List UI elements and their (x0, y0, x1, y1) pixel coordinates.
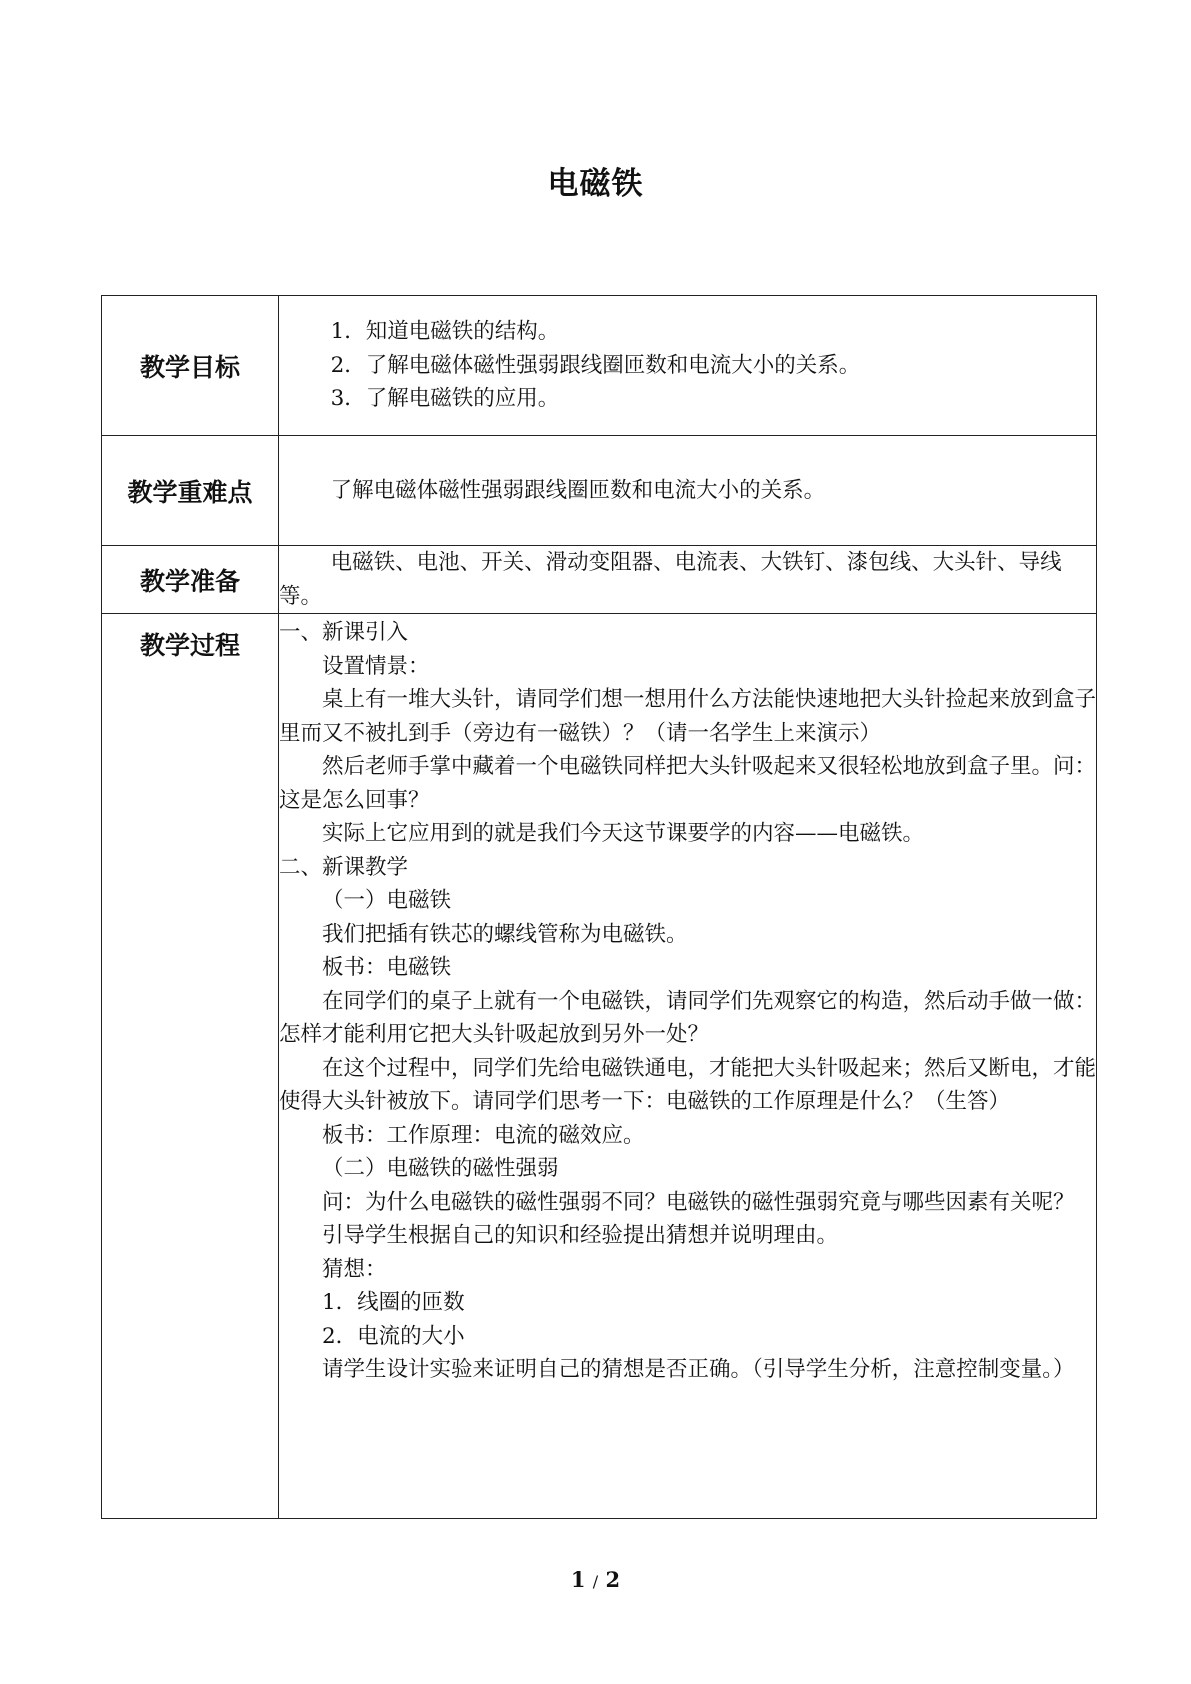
preparation-row (102, 546, 1097, 614)
process-paragraph: 实际上它应用到的就是我们今天这节课要学的内容——电磁铁。 (322, 821, 925, 846)
process-paragraph: （一）电磁铁 (322, 888, 452, 913)
lesson-plan-table (101, 295, 1097, 1519)
page-total: 2 (605, 1567, 621, 1592)
process-paragraph: 1．线圈的匝数 (322, 1290, 465, 1315)
key-points-content (279, 436, 1097, 546)
process-lines (279, 616, 1096, 1387)
process-content (279, 614, 1097, 1519)
process-paragraph: 然后老师手掌中藏着一个电磁铁同样把大头针吸起来又很轻松地放到盒子里。问：这是怎么回事？ (279, 754, 1097, 813)
process-paragraph: 一、新课引入 (279, 620, 409, 645)
process-paragraph: （二）电磁铁的磁性强弱 (322, 1156, 559, 1181)
process-label: 教学过程 (102, 614, 279, 1519)
process-paragraph: 我们把插有铁芯的螺线管称为电磁铁。 (322, 921, 688, 947)
process-paragraph: 板书：电磁铁 (322, 955, 452, 980)
page-separator: / (592, 1572, 599, 1591)
preparation-content (279, 546, 1097, 614)
process-paragraph: 请学生设计实验来证明自己的猜想是否正确。（引导学生分析，注意控制变量。） (322, 1357, 1075, 1382)
page-current: 1 (570, 1567, 586, 1592)
process-paragraph: 2．电流的大小 (322, 1323, 465, 1349)
objectives-row (102, 296, 1097, 436)
objective-item: 1．知道电磁铁的结构。 (330, 319, 560, 345)
preparation-label: 教学准备 (102, 546, 279, 614)
key-points-text: 了解电磁体磁性强弱跟线圈匝数和电流大小的关系。 (330, 477, 826, 503)
process-paragraph: 在这个过程中，同学们先给电磁铁通电，才能把大头针吸起来；然后又断电，才能使得大头针被放下。请同学们思考一下：电磁铁的工作原理是什么？（生答） (279, 1055, 1097, 1114)
process-paragraph: 问：为什么电磁铁的磁性强弱不同？电磁铁的磁性强弱究竟与哪些因素有关呢？ (322, 1189, 1075, 1215)
preparation-text: 电磁铁、电池、开关、滑动变阻器、电流表、大铁钉、漆包线、大头针、导线等。 (279, 550, 1062, 609)
key-points-row (102, 436, 1097, 546)
process-paragraph: 引导学生根据自己的知识和经验提出猜想并说明理由。 (322, 1223, 839, 1248)
objectives-content (279, 296, 1097, 436)
process-paragraph: 桌上有一堆大头针，请同学们想一想用什么方法能快速地把大头针捡起来放到盒子里而又不被扎到手（旁边有一磁铁）？（请一名学生上来演示） (279, 687, 1097, 746)
page-number (0, 1567, 1191, 1592)
process-paragraph: 猜想： (322, 1256, 387, 1282)
objective-item: 3．了解电磁铁的应用。 (330, 386, 560, 412)
key-points-label: 教学重难点 (102, 436, 279, 546)
objectives-label: 教学目标 (102, 296, 279, 436)
page-title: 电磁铁 (547, 166, 644, 202)
process-paragraph: 设置情景： (322, 653, 430, 679)
objective-item: 2．了解电磁体磁性强弱跟线圈匝数和电流大小的关系。 (330, 352, 861, 378)
process-row (102, 614, 1097, 1519)
process-paragraph: 板书：工作原理：电流的磁效应。 (322, 1122, 645, 1148)
process-paragraph: 在同学们的桌子上就有一个电磁铁，请同学们先观察它的构造，然后动手做一做：怎样才能利用它把大头针吸起放到另外一处？ (279, 988, 1097, 1047)
process-paragraph: 二、新课教学 (279, 854, 409, 880)
